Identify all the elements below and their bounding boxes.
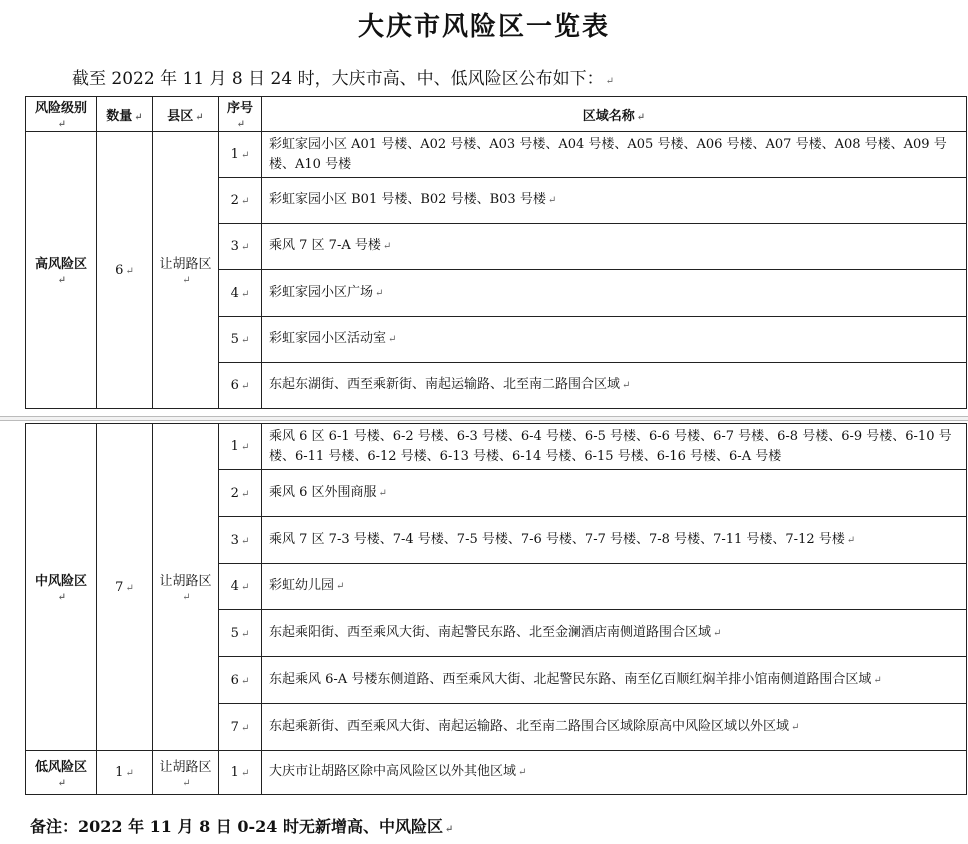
- seq-cell: 3 ↵: [219, 517, 262, 564]
- seq-cell: 6 ↵: [219, 363, 262, 409]
- area-cell: 大庆市让胡路区除中高风险区以外其他区域 ↵: [262, 751, 967, 795]
- area-cell: 乘风 6 区 6-1 号楼、6-2 号楼、6-3 号楼、6-4 号楼、6-5 号楼、6-6 号楼、6-7 号楼、6-8 号楼、6-9 号楼、6-10 号楼、6-11 号楼、6-12 号楼、6-13 号楼、6-14 号楼、6-15 号楼、6-16 号楼、6-A 号楼: [262, 424, 967, 470]
- table-row: [26, 132, 967, 178]
- seq-cell: 1 ↵: [219, 751, 262, 795]
- count-cell-mid: 7 ↵: [97, 424, 153, 751]
- seq-cell: 1 ↵: [219, 424, 262, 470]
- header-area: 区域名称 ↵: [262, 97, 967, 132]
- seq-cell: 3 ↵: [219, 224, 262, 270]
- area-cell: 东起乘风 6-A 号楼东侧道路、西至乘风大街、北起警民东路、南至亿百顺红焖羊排小馆南侧道路围合区域 ↵: [262, 657, 967, 704]
- seq-cell: 4 ↵: [219, 564, 262, 610]
- seq-cell: 5 ↵: [219, 317, 262, 363]
- level-cell-low: 低风险区↵: [26, 751, 97, 795]
- count-cell-low: 1 ↵: [97, 751, 153, 795]
- area-cell: 彩虹家园小区活动室 ↵: [262, 317, 967, 363]
- area-cell: 彩虹家园小区 A01 号楼、A02 号楼、A03 号楼、A04 号楼、A05 号楼、A06 号楼、A07 号楼、A08 号楼、A09 号楼、A10 号楼: [262, 132, 967, 178]
- seq-cell: 2 ↵: [219, 470, 262, 517]
- seq-cell: 4 ↵: [219, 270, 262, 317]
- district-cell-mid: 让胡路区↵: [153, 424, 219, 751]
- area-cell: 彩虹家园小区 B01 号楼、B02 号楼、B03 号楼 ↵: [262, 178, 967, 224]
- area-cell: 乘风 6 区外围商服 ↵: [262, 470, 967, 517]
- table-header-row: [26, 97, 967, 132]
- header-level: 风险级别↵: [26, 97, 97, 132]
- seq-cell: 2 ↵: [219, 178, 262, 224]
- area-cell: 东起乘新街、西至乘风大街、南起运输路、北至南二路围合区域除原高中风险区域以外区域 ↵: [262, 704, 967, 751]
- remark-note: 备注：2022 年 11 月 8 日 0-24 时无新增高、中风险区 ↵: [30, 817, 454, 836]
- paragraph-mark-icon: ↵: [605, 76, 614, 87]
- count-cell-high: 6 ↵: [97, 132, 153, 409]
- table-row: [26, 424, 967, 470]
- header-district: 县区 ↵: [153, 97, 219, 132]
- table-row-low: [26, 751, 967, 795]
- seq-cell: 7 ↵: [219, 704, 262, 751]
- area-cell: 乘风 7 区 7-A 号楼 ↵: [262, 224, 967, 270]
- area-cell: 乘风 7 区 7-3 号楼、7-4 号楼、7-5 号楼、7-6 号楼、7-7 号楼、7-8 号楼、7-11 号楼、7-12 号楼 ↵: [262, 517, 967, 564]
- level-cell-mid: 中风险区↵: [26, 424, 97, 751]
- area-cell: 彩虹家园小区广场 ↵: [262, 270, 967, 317]
- page-break-divider: [0, 416, 968, 421]
- area-cell: 东起乘阳街、西至乘风大街、南起警民东路、北至金澜酒店南侧道路围合区域 ↵: [262, 610, 967, 657]
- seq-cell: 5 ↵: [219, 610, 262, 657]
- seq-cell: 1 ↵: [219, 132, 262, 178]
- district-cell-low: 让胡路区↵: [153, 751, 219, 795]
- district-cell-high: 让胡路区↵: [153, 132, 219, 409]
- page-title: 大庆市风险区一览表: [357, 12, 610, 42]
- area-cell: 彩虹幼儿园 ↵: [262, 564, 967, 610]
- header-count: 数量 ↵: [97, 97, 153, 132]
- intro-text: 截至 2022 年 11 月 8 日 24 时，大庆市高、中、低风险区公布如下： ↵: [72, 69, 614, 89]
- seq-cell: 6 ↵: [219, 657, 262, 704]
- risk-table-high: [25, 96, 967, 409]
- level-cell-high: 高风险区↵: [26, 132, 97, 409]
- risk-table-mid-low: [25, 423, 967, 795]
- area-cell: 东起东湖街、西至乘新街、南起运输路、北至南二路围合区域 ↵: [262, 363, 967, 409]
- header-seq: 序号↵: [219, 97, 262, 132]
